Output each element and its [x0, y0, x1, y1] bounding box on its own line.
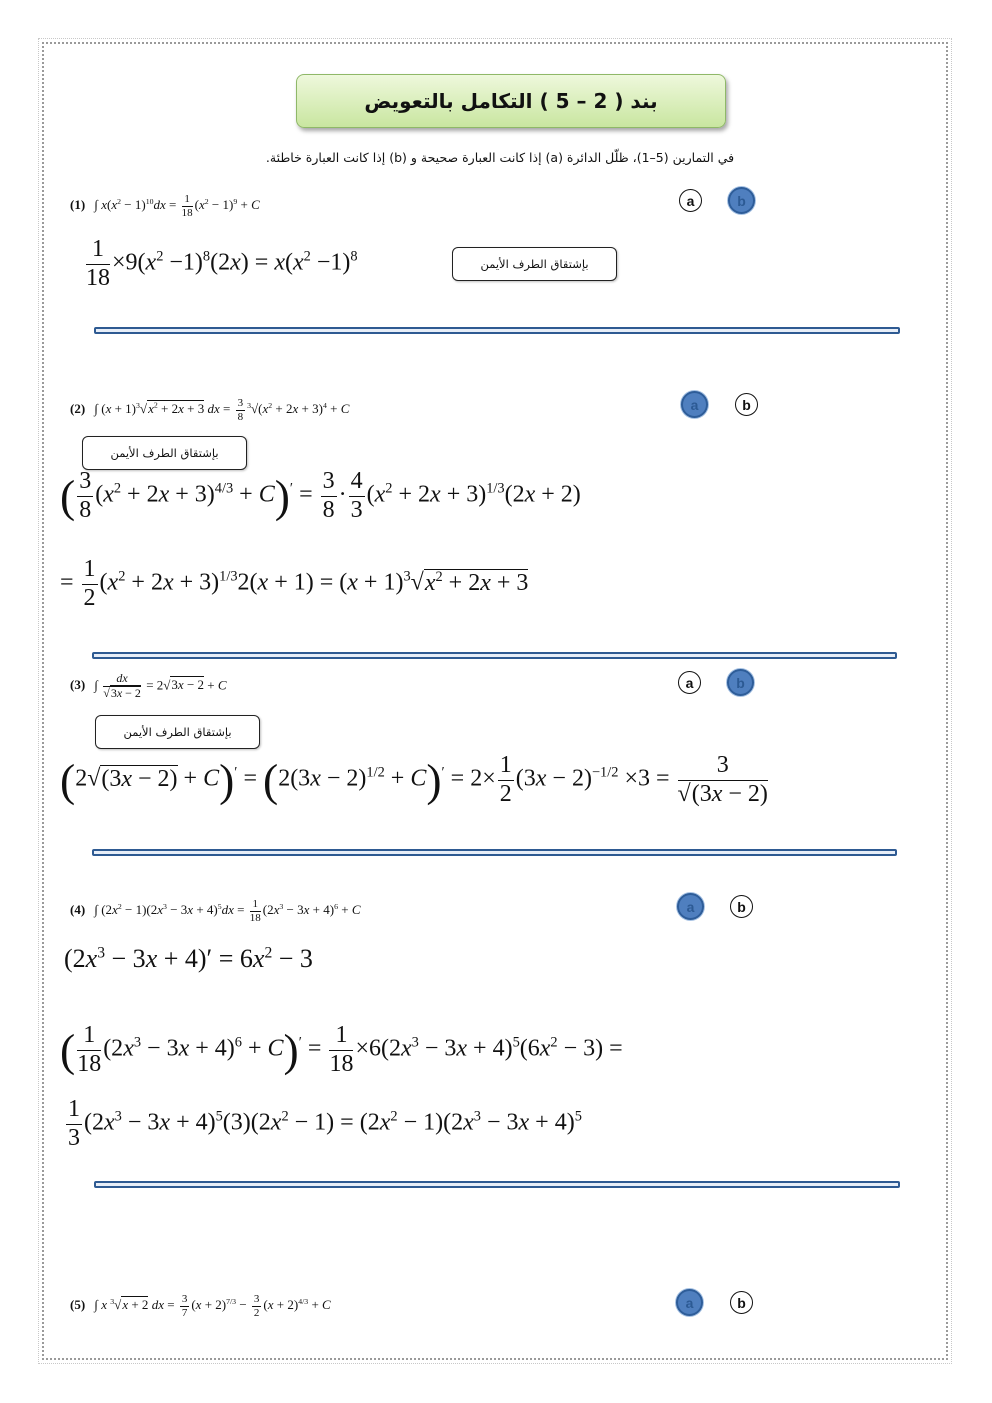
option-a-circle-selected[interactable]: a	[681, 391, 708, 418]
separator	[92, 849, 897, 856]
option-a-circle[interactable]: a	[678, 671, 701, 694]
option-b-circle-selected[interactable]: b	[728, 187, 755, 214]
option-a-circle-selected[interactable]: a	[677, 893, 704, 920]
question-number: (4)	[70, 902, 86, 918]
derivative-tag: بإشتقاق الطرف الأيمن	[452, 247, 617, 281]
option-b-circle[interactable]: b	[735, 393, 758, 416]
question-number: (3)	[70, 677, 86, 693]
question-4: (4) ∫ $(2x^2 - 1)(2x^3 - 3x + 4)^5dx$ = $\frac{1}{18}$ $(2x^3 - 3x + 4)^6 + C$	[70, 898, 361, 924]
question-5: (5) ∫ x $^3$√x + 2 dx = $\frac{3}{7}$ $(x + 2)^{7/3}$ − $\frac{3}{2}$ $(x + 2)^{4/3} + C$	[70, 1293, 331, 1319]
option-b-circle[interactable]: b	[730, 1291, 753, 1314]
section-title-box	[296, 74, 726, 128]
q4-solution-line2: $\frac{1}{3}$ $(2x^3 - 3x + 4)^5(3)(2x^2 - 1) = (2x^2 - 1)(2x^3 - 3x + 4)^5$	[68, 1096, 582, 1151]
question-3: (3) ∫ $\frac{dx}{√3x - 2}$ = 2√3x − 2 + C	[70, 671, 227, 700]
q3-solution: $(2√(3x - 2) + C)' = (2(3x - 2)^{1/2} + C)' = 2\times$ $\frac{1}{2}$ $(3x - 2)^{-1/2} \times 3$ = $\frac{3}{√(3x - 2)}$	[60, 752, 768, 807]
derivative-tag: بإشتقاق الطرف الأيمن	[82, 436, 247, 470]
q4-inner-derivative: $(2x^3 - 3x + 4)' = 6x^2 - 3$	[64, 944, 313, 973]
derivative-tag: بإشتقاق الطرف الأيمن	[95, 715, 260, 749]
question-1: (1) ∫ $x(x^2 - 1)^{10}dx$ = $\frac{1}{18}$ $(x^2 - 1)^9 + C$	[70, 193, 260, 219]
q1-solution: $\frac{1}{18}$ $\times 9(x^2 -1)^8(2x) = x(x^2 -1)^8$	[86, 236, 358, 291]
question-2: (2) ∫ $(x + 1)^3√x^2 + 2x + 3$ dx = $\frac{3}{8}$ $^3√(x^2 + 2x + 3)^4 + C$	[70, 397, 350, 423]
q2-solution-line2: = $\frac{1}{2}$ $(x^2 + 2x + 3)^{1/3}2(x + 1) = (x + 1)^3√x^2 + 2x + 3$	[60, 556, 529, 611]
section-title: بند ( 2 – 5 ) التكامل بالتعويض	[364, 89, 658, 113]
q2-solution-line1: ( $\frac{3}{8}$ $(x^2 + 2x + 3)^{4/3} + C)'$ = $\frac{3}{8}$ · $\frac{4}{3}$ $(x^2 + 2x + 3)^{1/3}(2x + 2)$	[60, 468, 581, 523]
q4-solution-line1: ( $\frac{1}{18}$ $(2x^3 - 3x + 4)^6 + C)'$ = $\frac{1}{18}$ $\times 6(2x^3 - 3x + 4)^5(6x^2 - 3)$ =	[60, 1022, 623, 1077]
separator	[92, 652, 897, 659]
option-b-circle[interactable]: b	[730, 895, 753, 918]
separator	[94, 1181, 900, 1188]
instructions-text: في التمارين (5–1)، ظلّل الدائرة (a) إذا كانت العبارة صحيحة و (b) إذا كانت العبارة خاطئة.	[265, 150, 735, 165]
separator	[94, 327, 900, 334]
question-number: (1)	[70, 197, 86, 213]
option-b-circle-selected[interactable]: b	[727, 669, 754, 696]
question-number: (2)	[70, 401, 86, 417]
question-number: (5)	[70, 1297, 86, 1313]
option-a-circle-selected[interactable]: a	[676, 1289, 703, 1316]
option-a-circle[interactable]: a	[679, 189, 702, 212]
